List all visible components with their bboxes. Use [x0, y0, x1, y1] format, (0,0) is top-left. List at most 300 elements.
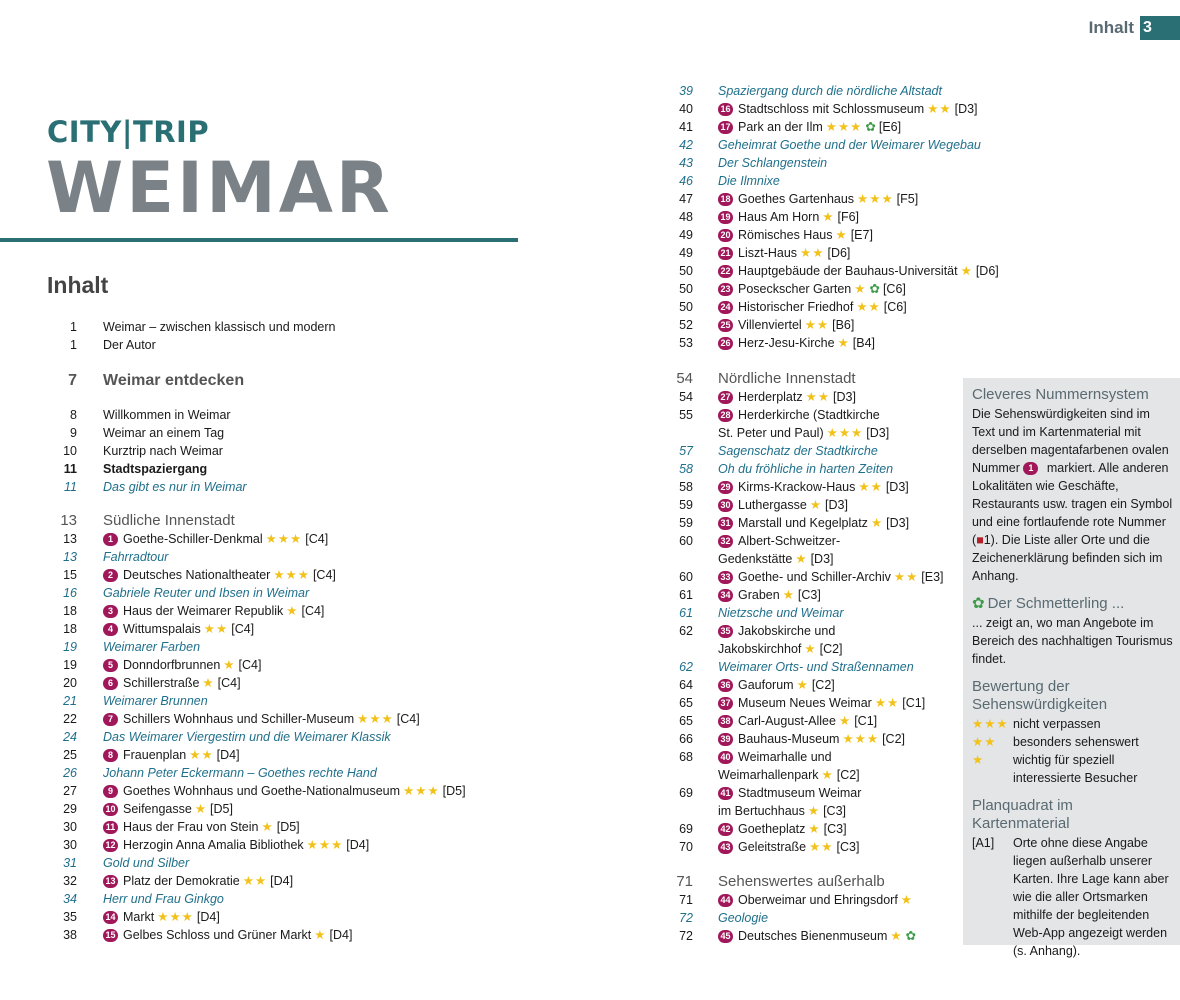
rating-stars-icon: ★ — [314, 928, 327, 942]
rating-stars-icon: ★★★ — [265, 532, 303, 546]
sight-number-badge: 41 — [718, 787, 733, 800]
toc-entry — [718, 820, 847, 838]
sight-number-badge: 18 — [718, 193, 733, 206]
toc-entry — [718, 262, 999, 280]
rating-stars-icon: ★ — [835, 228, 848, 242]
toc-page-number: 22 — [63, 712, 77, 726]
toc-page-number: 11 — [63, 462, 77, 476]
toc-entry-text: Das Weimarer Viergestirn und die Weimarer Klassik — [103, 730, 391, 744]
sight-number-badge: 13 — [103, 875, 118, 888]
toc-page-number: 29 — [63, 802, 77, 816]
map-grid-reference: [D4] — [346, 838, 370, 852]
rating-stars-icon: ★★★ — [842, 732, 880, 746]
toc-entry-text: Poseckscher Garten — [738, 282, 852, 296]
toc-entry-text: Sehenswertes außerhalb — [718, 873, 885, 890]
toc-entry-text: Das gibt es nur in Weimar — [103, 480, 247, 494]
toc-page-number: 65 — [679, 696, 693, 710]
toc-page-number: 55 — [679, 408, 693, 422]
toc-entry — [718, 514, 909, 532]
rating-stars-icon: ★ — [890, 929, 903, 943]
map-grid-reference: [C6] — [883, 300, 907, 314]
toc-entry-text: Gabriele Reuter und Ibsen in Weimar — [103, 586, 310, 600]
sight-number-badge: 42 — [718, 823, 733, 836]
toc-entry — [103, 710, 420, 728]
toc-page-number: 57 — [679, 444, 693, 458]
toc-entry — [103, 890, 224, 908]
sight-number-badge: 31 — [718, 517, 733, 530]
toc-page-number: 69 — [679, 822, 693, 836]
map-grid-reference: [C4] — [301, 604, 325, 618]
sight-number-badge: 38 — [718, 715, 733, 728]
rating-stars-icon: ★★★ — [157, 910, 194, 924]
toc-entry — [103, 692, 208, 710]
sight-number-badge: 23 — [718, 283, 733, 296]
sight-number-badge: 27 — [718, 391, 733, 404]
toc-page-number: 71 — [679, 893, 693, 907]
toc-entry-text: Gauforum — [738, 678, 794, 692]
butterfly-icon: ✿ — [905, 929, 917, 943]
sight-number-badge: 21 — [718, 247, 733, 260]
toc-page-number: 1 — [70, 320, 77, 334]
toc-entry — [718, 208, 859, 226]
toc-entry-text: Geleitstraße — [738, 840, 807, 854]
toc-entry — [103, 782, 466, 800]
toc-page-number: 48 — [679, 210, 693, 224]
toc-entry — [718, 316, 854, 334]
toc-page-number: 20 — [63, 676, 77, 690]
sight-number-badge: 30 — [718, 499, 733, 512]
toc-page-number: 15 — [63, 568, 77, 582]
toc-entry-text: Weimarhalle und — [738, 750, 832, 764]
toc-entry — [718, 640, 843, 658]
toc-entry-text: Die Ilmnixe — [718, 174, 780, 188]
toc-entry — [718, 496, 848, 514]
toc-page-number: 13 — [60, 512, 77, 529]
toc-page-number: 7 — [68, 372, 77, 389]
toc-page-number: 66 — [679, 732, 693, 746]
toc-entry-text: Oberweimar und Ehringsdorf — [738, 893, 898, 907]
toc-page-number: 59 — [679, 498, 693, 512]
sight-number-badge: 25 — [718, 319, 733, 332]
map-grid-reference: [C2] — [882, 732, 906, 746]
legend-grid-code: [A1] — [972, 836, 995, 850]
sight-number-badge: 9 — [103, 785, 118, 798]
sight-number-badge: 8 — [103, 749, 118, 762]
map-grid-reference: [D3] — [866, 426, 890, 440]
rating-stars-icon: ★★★ — [825, 120, 863, 134]
toc-entry — [718, 82, 942, 100]
toc-entry-text: Stadtmuseum Weimar — [738, 786, 862, 800]
map-grid-reference: [C4] — [231, 622, 255, 636]
toc-entry-text: Oh du fröhliche in harten Zeiten — [718, 462, 894, 476]
toc-entry-text: Geologie — [718, 911, 769, 925]
legend-rating-list — [972, 715, 1174, 787]
toc-page-number: 31 — [63, 856, 77, 870]
toc-entry — [718, 280, 906, 298]
toc-entry-text: Gedenkstätte — [718, 552, 793, 566]
toc-entry-text: Luthergasse — [738, 498, 807, 512]
toc-entry — [718, 712, 877, 730]
toc-entry — [103, 406, 231, 424]
toc-entry — [718, 873, 885, 891]
rating-stars-icon: ★ — [261, 820, 274, 834]
sight-number-badge: 26 — [718, 337, 733, 350]
toc-page-number: 38 — [63, 928, 77, 942]
toc-entry-text: Seifengasse — [123, 802, 192, 816]
rating-stars-icon: ★★★ — [357, 712, 394, 726]
sight-number-badge: 19 — [718, 211, 733, 224]
toc-entry-text: Herderplatz — [738, 390, 803, 404]
toc-page-number: 62 — [679, 624, 693, 638]
toc-entry — [103, 548, 168, 566]
toc-page-number: 59 — [679, 516, 693, 530]
legend-grid-text: Orte ohne diese Angabe liegen außerhalb unserer Karten. Ihre Lage kann aber wie die aller Ortsmarken mithilfe der begleitenden Web-App angezeigt werden (s. Anhang). — [1013, 836, 1169, 958]
toc-entry — [103, 584, 309, 602]
toc-page-number: 60 — [679, 534, 693, 548]
rating-stars-icon: ★ — [854, 282, 867, 296]
rating-stars-icon: ★ — [809, 498, 823, 512]
toc-page-number: 69 — [679, 786, 693, 800]
toc-entry — [103, 512, 235, 530]
map-grid-reference: [D6] — [975, 264, 999, 278]
sight-number-badge: 43 — [718, 841, 733, 854]
toc-page-number: 42 — [679, 138, 693, 152]
toc-page-number: 49 — [679, 228, 693, 242]
rating-stars-icon: ★★ — [972, 735, 997, 749]
toc-entry — [103, 530, 328, 548]
toc-entry-text: Der Schlangenstein — [718, 156, 828, 170]
toc-entry — [718, 118, 901, 136]
toc-page-number: 49 — [679, 246, 693, 260]
toc-page-number: 61 — [679, 588, 693, 602]
toc-entry-text: Goethe- und Schiller-Archiv — [738, 570, 891, 584]
toc-entry-text: Herr und Frau Ginkgo — [103, 892, 224, 906]
toc-entry-text: Südliche Innenstadt — [103, 512, 235, 529]
map-grid-reference: [C4] — [217, 676, 241, 690]
map-grid-reference: [C1] — [902, 696, 926, 710]
legend-numbering-text-c: 1). Die Liste aller Orte und die Zeichenerklärung befinden sich im Anhang. — [972, 533, 1163, 583]
toc-entry — [718, 190, 918, 208]
toc-page-number: 41 — [679, 120, 693, 134]
toc-page-number: 1 — [70, 338, 77, 352]
toc-entry — [718, 604, 844, 622]
toc-entry-text: Platz der Demokratie — [123, 874, 240, 888]
map-grid-reference: [C6] — [882, 282, 906, 296]
toc-entry — [718, 891, 916, 909]
toc-entry — [103, 872, 293, 890]
toc-entry — [718, 694, 925, 712]
toc-entry-text: Donndorfbrunnen — [123, 658, 221, 672]
toc-page-number: 70 — [679, 840, 693, 854]
toc-entry — [718, 658, 914, 676]
toc-entry-text: Schillerstraße — [123, 676, 200, 690]
sight-number-badge: 17 — [718, 121, 733, 134]
toc-entry-text: Graben — [738, 588, 780, 602]
toc-entry-text: Jakobskirche und — [738, 624, 836, 638]
map-grid-reference: [B4] — [852, 336, 876, 350]
legend-numbering-text-a: Die Sehenswürdigkeiten sind im Text und im Kartenmaterial mit derselben magentafarbenen ovalen Nummer — [972, 407, 1169, 475]
sight-number-badge: 5 — [103, 659, 118, 672]
toc-entry — [103, 800, 233, 818]
toc-entry-text: Willkommen in Weimar — [103, 408, 231, 422]
toc-entry — [718, 154, 827, 172]
toc-page-number: 65 — [679, 714, 693, 728]
map-grid-reference: [D6] — [827, 246, 851, 260]
toc-page-number: 72 — [679, 911, 693, 925]
legend-grid-row — [972, 834, 1174, 960]
map-grid-reference: [C4] — [305, 532, 329, 546]
toc-entry — [103, 372, 244, 390]
toc-entry — [718, 298, 907, 316]
map-grid-reference: [D4] — [329, 928, 353, 942]
toc-entry — [718, 766, 860, 784]
map-grid-reference: [C1] — [854, 714, 878, 728]
map-grid-reference: [D5] — [442, 784, 466, 798]
toc-entry — [103, 818, 300, 836]
rating-stars-icon: ★ — [286, 604, 299, 618]
toc-page-number: 68 — [679, 750, 693, 764]
toc-entry — [718, 460, 893, 478]
toc-entry-text: St. Peter und Paul) — [718, 426, 824, 440]
toc-entry — [103, 746, 240, 764]
sight-number-badge: 20 — [718, 229, 733, 242]
page-number: 3 — [1140, 16, 1180, 40]
sight-number-badge: 10 — [103, 803, 118, 816]
toc-entry — [718, 244, 850, 262]
toc-entry — [718, 478, 909, 496]
red-marker-icon: ■ — [976, 533, 984, 547]
toc-page-number: 25 — [63, 748, 77, 762]
toc-entry — [103, 674, 241, 692]
toc-entry-text: Weimarer Orts- und Straßennamen — [718, 660, 914, 674]
toc-entry-text: Carl-August-Allee — [738, 714, 836, 728]
sight-number-badge: 40 — [718, 751, 733, 764]
rating-stars-icon: ★ — [807, 804, 821, 818]
toc-entry — [103, 460, 207, 478]
rating-stars-icon: ★ — [194, 802, 208, 816]
rating-stars-icon: ★★★ — [857, 192, 894, 206]
rating-stars-icon: ★ — [804, 642, 817, 656]
sight-number-badge: 4 — [103, 623, 118, 636]
toc-entry-text: Hauptgebäude der Bauhaus-Universität — [738, 264, 958, 278]
toc-entry — [718, 927, 919, 945]
rating-stars-icon: ★★ — [858, 480, 883, 494]
rating-stars-icon: ★ — [870, 516, 884, 530]
toc-page-number: 26 — [63, 766, 77, 780]
sight-number-badge: 29 — [718, 481, 733, 494]
sight-number-badge: 16 — [718, 103, 733, 116]
toc-page-number: 30 — [63, 838, 77, 852]
toc-page-number: 13 — [63, 532, 77, 546]
sight-number-badge: 6 — [103, 677, 118, 690]
toc-entry — [718, 909, 768, 927]
toc-entry — [718, 676, 835, 694]
toc-entry — [718, 550, 834, 568]
legend-rating-heading: Bewertung der Sehenswürdigkeiten — [972, 678, 1108, 713]
map-grid-reference: [C3] — [797, 588, 821, 602]
rating-label: besonders sehenswert — [1013, 735, 1139, 749]
rating-stars-icon: ★★★ — [972, 717, 1009, 731]
toc-page-number: 24 — [63, 730, 77, 744]
rating-stars-icon: ★ — [202, 676, 215, 690]
toc-entry-text: Goethe-Schiller-Denkmal — [123, 532, 263, 546]
toc-entry-text: Weimarer Brunnen — [103, 694, 208, 708]
toc-entry — [103, 336, 156, 354]
toc-entry-text: Weimar an einem Tag — [103, 426, 225, 440]
toc-entry-text: Marstall und Kegelplatz — [738, 516, 868, 530]
toc-entry — [718, 586, 821, 604]
rating-stars-icon: ★ — [960, 264, 973, 278]
toc-entry-text: Spaziergang durch die nördliche Altstadt — [718, 84, 942, 98]
sight-number-badge: 32 — [718, 535, 733, 548]
sight-number-badge: 3 — [103, 605, 118, 618]
toc-entry — [718, 370, 856, 388]
rating-stars-icon: ★★ — [804, 318, 830, 332]
sight-number-badge: 14 — [103, 911, 118, 924]
toc-entry-text: Nietzsche und Weimar — [718, 606, 844, 620]
toc-page-number: 50 — [679, 300, 693, 314]
toc-entry — [103, 442, 223, 460]
sight-number-badge: 34 — [718, 589, 733, 602]
toc-entry-text: Deutsches Bienenmuseum — [738, 929, 888, 943]
toc-entry-text: Römisches Haus — [738, 228, 833, 242]
sight-number-badge: 45 — [718, 930, 733, 943]
rating-stars-icon: ★ — [972, 753, 985, 767]
toc-entry-text: Jakobskirchhof — [718, 642, 802, 656]
toc-entry — [103, 638, 200, 656]
toc-entry — [718, 838, 859, 856]
toc-page-number: 39 — [679, 84, 693, 98]
map-grid-reference: [E6] — [878, 120, 902, 134]
legend-numbering-heading: Cleveres Nummernsystem — [972, 386, 1149, 403]
page-header-label — [1089, 16, 1180, 40]
toc-entry-text: Stadtschloss mit Schlossmuseum — [738, 102, 925, 116]
rating-stars-icon: ★ — [796, 678, 809, 692]
sight-number-badge: 11 — [103, 821, 118, 834]
rating-stars-icon: ★★ — [927, 102, 952, 116]
toc-page-number: 19 — [63, 658, 77, 672]
rating-stars-icon: ★ — [782, 588, 795, 602]
toc-entry-text: Deutsches Nationaltheater — [123, 568, 271, 582]
rating-stars-icon: ★ — [837, 336, 850, 350]
rating-stars-icon: ★★ — [893, 570, 919, 584]
title-rule — [0, 238, 518, 242]
legend-numbering-text-b: markiert. Alle anderen Lokalitäten wie Geschäfte, Restaurants usw. tragen ein Symbol und eine fortlaufende rote Nummer ( — [972, 461, 1173, 547]
map-grid-reference: [D3] — [810, 552, 834, 566]
map-grid-reference: [D3] — [954, 102, 978, 116]
toc-entry-text: Liszt-Haus — [738, 246, 798, 260]
map-grid-reference: [D3] — [885, 480, 909, 494]
rating-stars-icon: ★★★ — [273, 568, 310, 582]
toc-page-number: 46 — [679, 174, 693, 188]
legend-numbering-text — [972, 405, 1174, 585]
toc-page-number: 50 — [679, 264, 693, 278]
rating-stars-icon: ★★ — [809, 840, 834, 854]
toc-page-number: 30 — [63, 820, 77, 834]
toc-entry-text: Johann Peter Eckermann – Goethes rechte Hand — [103, 766, 377, 780]
map-grid-reference: [C2] — [819, 642, 843, 656]
toc-entry — [103, 926, 352, 944]
map-grid-reference: [C3] — [823, 804, 847, 818]
toc-page-number: 62 — [679, 660, 693, 674]
toc-entry — [103, 908, 220, 926]
toc-entry-text: Frauenplan — [123, 748, 187, 762]
toc-page-number: 18 — [63, 622, 77, 636]
rating-stars-icon: ★★ — [203, 622, 229, 636]
toc-page-number: 18 — [63, 604, 77, 618]
toc-entry-text: Sagenschatz der Stadtkirche — [718, 444, 878, 458]
toc-page-number: 21 — [63, 694, 77, 708]
toc-page-number: 54 — [676, 370, 693, 387]
toc-entry-text: Kurztrip nach Weimar — [103, 444, 223, 458]
rating-stars-icon: ★★ — [189, 748, 214, 762]
legend-grid-heading: Planquadrat im Kartenmaterial — [972, 797, 1073, 832]
sight-number-badge: 1 — [103, 533, 118, 546]
toc-entry — [718, 802, 846, 820]
rating-stars-icon: ★★ — [874, 696, 900, 710]
map-grid-reference: [E3] — [921, 570, 944, 584]
toc-page-number: 16 — [63, 586, 77, 600]
sample-badge: 1 — [1023, 462, 1038, 475]
toc-page-number: 43 — [679, 156, 693, 170]
rating-stars-icon: ★ — [838, 714, 852, 728]
map-grid-reference: [C2] — [811, 678, 835, 692]
toc-page-number: 71 — [676, 873, 693, 890]
rating-stars-icon: ★★★ — [306, 838, 344, 852]
map-grid-reference: [B6] — [832, 318, 855, 332]
map-grid-reference: [D4] — [216, 748, 240, 762]
sight-number-badge: 39 — [718, 733, 733, 746]
legend-butterfly-heading — [972, 595, 1174, 613]
toc-entry — [103, 620, 254, 638]
toc-entry-text: Albert-Schweitzer- — [738, 534, 841, 548]
toc-entry — [718, 334, 875, 352]
toc-page-number: 50 — [679, 282, 693, 296]
toc-entry-text: Schillers Wohnhaus und Schiller-Museum — [123, 712, 355, 726]
toc-entry-text: Kirms-Krackow-Haus — [738, 480, 856, 494]
sight-number-badge: 2 — [103, 569, 118, 582]
map-grid-reference: [D5] — [210, 802, 233, 816]
toc-entry — [103, 318, 336, 336]
toc-entry-text: im Bertuchhaus — [718, 804, 805, 818]
sight-number-badge: 22 — [718, 265, 733, 278]
toc-entry-text: Goetheplatz — [738, 822, 806, 836]
toc-page-number: 11 — [64, 480, 77, 494]
map-grid-reference: [C4] — [312, 568, 336, 582]
toc-entry-text: Herzogin Anna Amalia Bibliothek — [123, 838, 304, 852]
butterfly-icon: ✿ — [869, 282, 880, 296]
rating-stars-icon: ★ — [900, 893, 914, 907]
toc-page-number: 32 — [63, 874, 77, 888]
sight-number-badge: 15 — [103, 929, 118, 942]
sight-number-badge: 24 — [718, 301, 733, 314]
rating-stars-icon: ★★ — [856, 300, 881, 314]
toc-entry — [103, 478, 247, 496]
toc-entry — [718, 568, 944, 586]
toc-entry — [718, 784, 861, 802]
toc-page-number: 61 — [679, 606, 693, 620]
map-grid-reference: [C3] — [823, 822, 847, 836]
toc-page-number: 58 — [679, 480, 693, 494]
toc-entry — [718, 226, 873, 244]
sight-number-badge: 36 — [718, 679, 733, 692]
toc-entry — [103, 836, 369, 854]
toc-page-number: 13 — [63, 550, 77, 564]
toc-entry-text: Markt — [123, 910, 155, 924]
toc-entry-text: Goethes Gartenhaus — [738, 192, 855, 206]
toc-page-number: 34 — [63, 892, 77, 906]
map-grid-reference: [D4] — [270, 874, 294, 888]
